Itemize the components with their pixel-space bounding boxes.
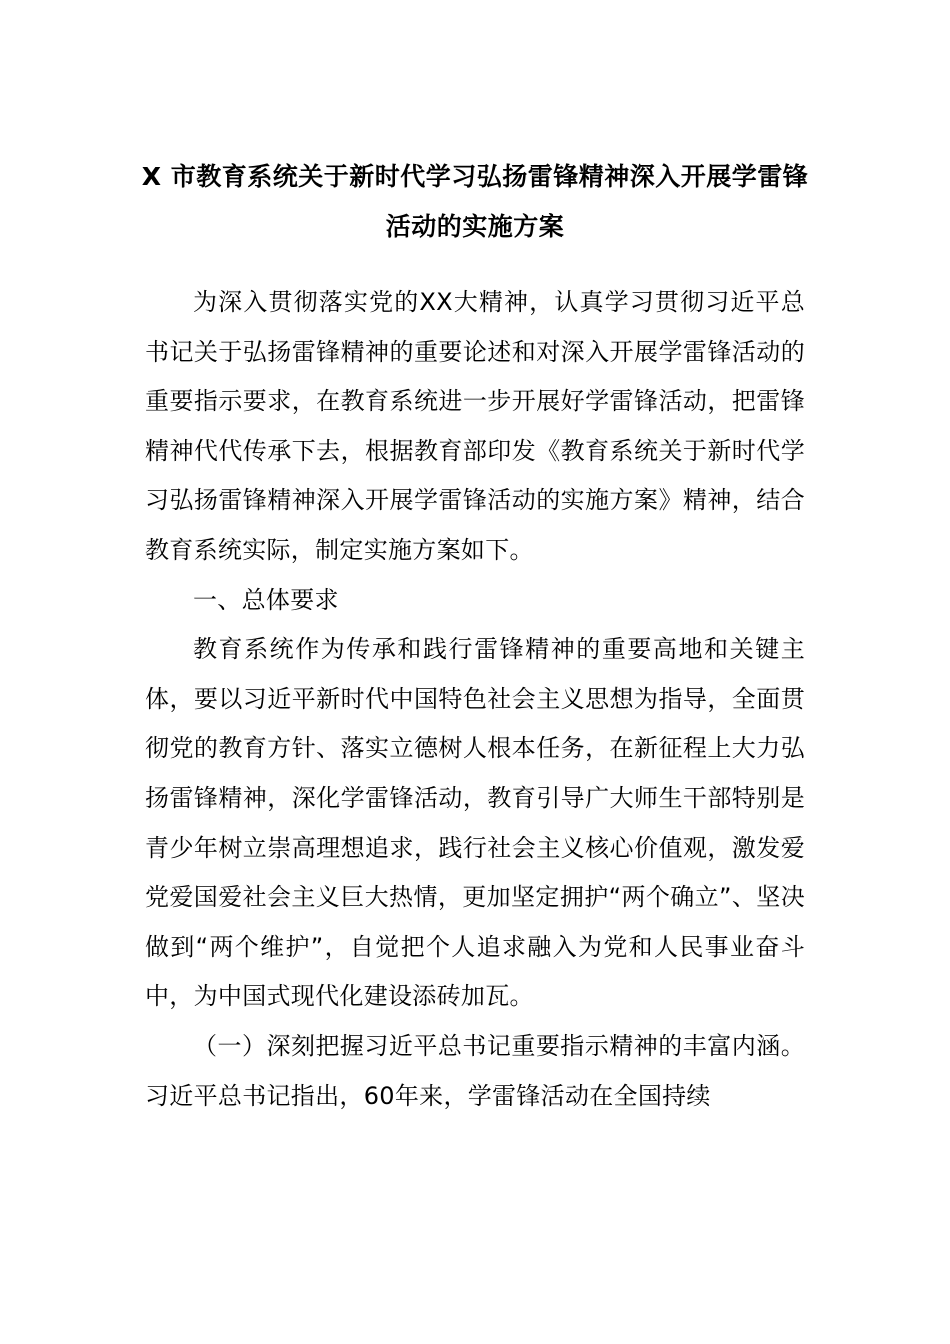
- subsection-paragraph-1: （一）深刻把握习近平总书记重要指示精神的丰富内涵。习近平总书记指出，60年来，学雷锋活动在全国持续: [145, 1031, 805, 1110]
- intro-paragraph: 为深入贯彻落实党的XX大精神，认真学习贯彻习近平总书记关于弘扬雷锋精神的重要论述和对深入开展学雷锋活动的重要指示要求，在教育系统进一步开展好学雷锋活动，把雷锋精神代代传承下去，根据教育部印发《教育系统关于新时代学习弘扬雷锋精神深入开展学雷锋活动的实施方案》精神，结合教育系统实际，制定实施方案如下。: [145, 288, 805, 564]
- general-requirements-paragraph: 教育系统作为传承和践行雷锋精神的重要高地和关键主体，要以习近平新时代中国特色社会主义思想为指导，全面贯彻党的教育方针、落实立德树人根本任务，在新征程上大力弘扬雷锋精神，深化学雷锋活动，教育引导广大师生干部特别是青少年树立崇高理想追求，践行社会主义核心价值观，激发爱党爱国爱社会主义巨大热情，更加坚定拥护“两个确立”、坚决做到“两个维护”，自觉把个人追求融入为党和人民事业奋斗中，为中国式现代化建设添砖加瓦。: [145, 635, 805, 1011]
- section-heading-general-requirements: 一、总体要求: [193, 585, 339, 614]
- document-body: [145, 278, 805, 1121]
- document-title: X 市教育系统关于新时代学习弘扬雷锋精神深入开展学雷锋活动的实施方案: [141, 162, 809, 241]
